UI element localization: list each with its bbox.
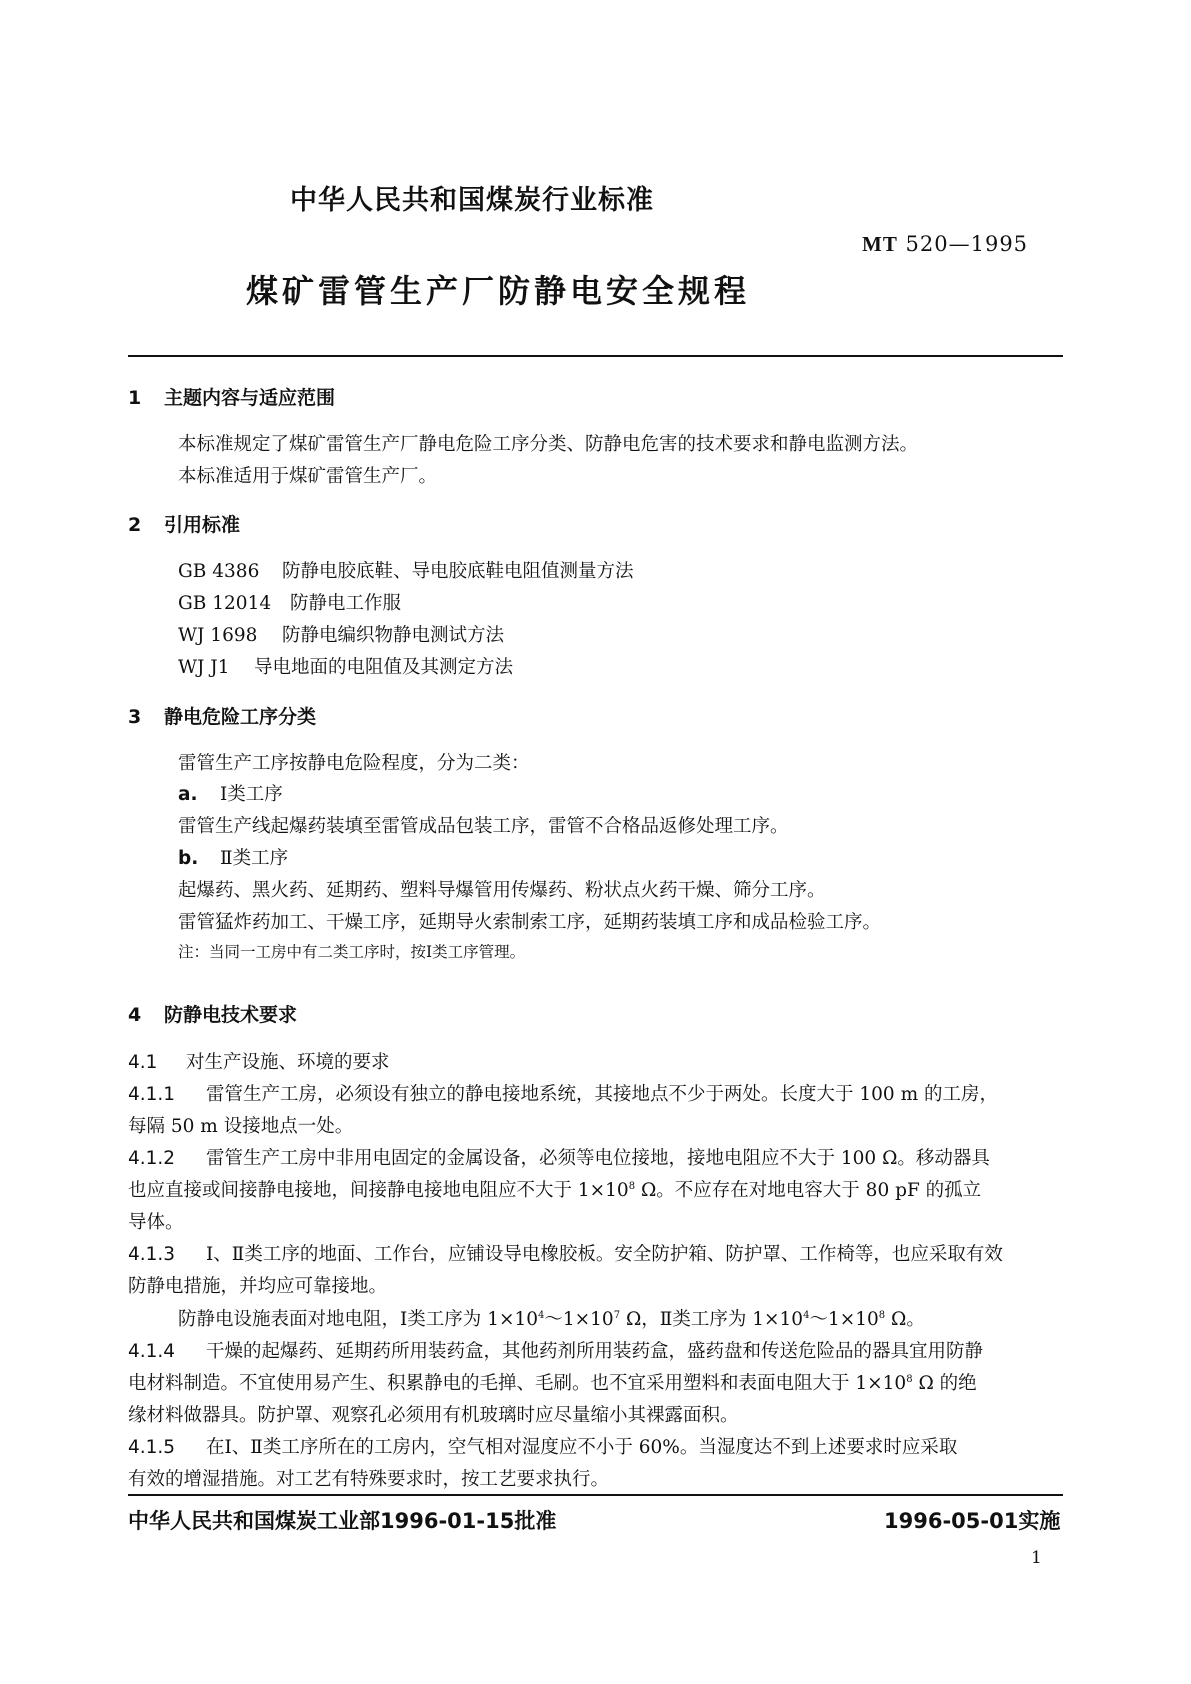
effective-date: 1996-05-01实施 [884, 1509, 1061, 1533]
header-divider [128, 355, 1063, 357]
category-b-name: Ⅱ类工序 [220, 848, 289, 869]
clause-4-1-4-line-2 [128, 1369, 977, 1395]
exponent: 8 [628, 1180, 636, 1192]
reference-item [178, 653, 513, 679]
category-a-name: Ⅰ类工序 [220, 784, 283, 805]
approval-line: 中华人民共和国煤炭工业部1996-01-15批准 [128, 1509, 557, 1533]
category-a-label: a. [178, 784, 198, 805]
clause-text: Ω。 [885, 1309, 925, 1330]
clause-text: 防静电设施表面对地电阻，Ⅰ类工序为 1×10 [178, 1309, 539, 1330]
category-b-text-2: 雷管猛炸药加工、干燥工序，延期导火索制索工序，延期药装填工序和成品检验工序。 [178, 912, 882, 933]
reference-title: 防静电编织物静电测试方法 [282, 625, 505, 646]
clause-4-1 [128, 1048, 390, 1074]
clause-4-1-3-line-1 [128, 1240, 1003, 1266]
clause-4-1-3-line-2: 防静电措施，并均应可靠接地。 [128, 1276, 388, 1297]
exponent: 4 [803, 1309, 810, 1321]
clause-title: 对生产设施、环境的要求 [186, 1052, 390, 1073]
clause-number: 4.1.4 [128, 1341, 176, 1362]
section-3-heading [128, 702, 316, 729]
exponent: 8 [878, 1309, 886, 1321]
clause-text: 雷管生产工房，必须设有独立的静电接地系统，其接地点不少于两处。长度大于 100 m 的工房， [206, 1084, 998, 1105]
document-title: 煤矿雷管生产厂防静电安全规程 [246, 272, 751, 310]
section-3-note: 注：当同一工房中有二类工序时，按Ⅰ类工序管理。 [178, 943, 526, 961]
footer-divider [128, 1494, 1063, 1496]
exponent: 8 [906, 1373, 913, 1385]
section-heading-text: 防静电技术要求 [164, 1004, 298, 1026]
exponent: 7 [613, 1309, 621, 1321]
standard-code-prefix: MT [862, 232, 898, 256]
clause-4-1-2-line-1 [128, 1144, 990, 1170]
reference-code: GB 12014 [178, 593, 272, 614]
clause-text: 雷管生产工房中非用电固定的金属设备，必须等电位接地，接地电阻应不大于 100 Ω。移动器具 [206, 1148, 990, 1169]
reference-title: 导电地面的电阻值及其测定方法 [254, 657, 514, 678]
clause-text: Ω。不应存在对地电容大于 80 pF 的孤立 [635, 1180, 982, 1201]
clause-text: 在Ⅰ、Ⅱ类工序所在的工房内，空气相对湿度应不小于 60%。当湿度达不到上述要求时应采取 [206, 1437, 958, 1458]
clause-4-1-1-line-1 [128, 1080, 998, 1106]
reference-code: WJ J1 [178, 657, 230, 678]
reference-code: GB 4386 [178, 561, 260, 582]
category-b-text-1: 起爆药、黑火药、延期药、塑料导爆管用传爆药、粉状点火药干燥、筛分工序。 [178, 880, 826, 901]
clause-4-1-2-line-3: 导体。 [128, 1212, 184, 1233]
section-4-heading [128, 1000, 297, 1027]
reference-code: WJ 1698 [178, 625, 258, 646]
category-a-text: 雷管生产线起爆药装填至雷管成品包装工序，雷管不合格品返修处理工序。 [178, 816, 789, 837]
clause-number: 4.1.2 [128, 1148, 176, 1169]
section-number: 2 [128, 514, 142, 536]
clause-text: 干燥的起爆药、延期药所用装药盒，其他药剂所用装药盒，盛药盘和传送危险品的器具宜用防静 [206, 1341, 984, 1362]
clause-text: 也应直接或间接静电接地，间接静电接地电阻应不大于 1×10 [128, 1180, 629, 1201]
reference-title: 防静电工作服 [290, 593, 402, 614]
reference-item [178, 557, 634, 583]
section-2-heading [128, 510, 240, 537]
standard-body-title: 中华人民共和国煤炭行业标准 [290, 185, 654, 216]
standard-code [862, 232, 1028, 257]
clause-number: 4.1.3 [128, 1244, 176, 1265]
clause-4-1-4-line-3: 缘材料做器具。防护罩、观察孔必须用有机玻璃时应尽量缩小其裸露面积。 [128, 1405, 739, 1426]
exponent: 4 [538, 1309, 545, 1321]
category-a-title [178, 780, 283, 806]
category-b-title [178, 844, 288, 870]
clause-number: 4.1 [128, 1052, 158, 1073]
section-heading-text: 主题内容与适应范围 [164, 387, 336, 409]
reference-item [178, 621, 504, 647]
standard-code-number: 520—1995 [905, 232, 1029, 256]
clause-4-1-5-line-1 [128, 1433, 957, 1459]
clause-text: Ω 的绝 [912, 1373, 977, 1394]
clause-4-1-5-line-2: 有效的增湿措施。对工艺有特殊要求时，按工艺要求执行。 [128, 1469, 610, 1490]
section-1-paragraph-1: 本标准规定了煤矿雷管生产厂静电危险工序分类、防静电危害的技术要求和静电监测方法。 [178, 434, 919, 455]
clause-text: ～1×10 [544, 1309, 614, 1330]
section-1-paragraph-2: 本标准适用于煤矿雷管生产厂。 [178, 466, 438, 487]
section-number: 1 [128, 387, 142, 409]
section-number: 3 [128, 706, 142, 728]
clause-4-1-2-line-2 [128, 1176, 981, 1202]
section-1-heading [128, 383, 335, 410]
section-3-intro: 雷管生产工序按静电危险程度，分为二类： [178, 753, 530, 774]
clause-number: 4.1.5 [128, 1437, 176, 1458]
clause-4-1-1-line-2: 每隔 50 m 设接地点一处。 [128, 1116, 354, 1137]
clause-text: ～1×10 [809, 1309, 879, 1330]
clause-text: Ⅰ、Ⅱ类工序的地面、工作台，应铺设导电橡胶板。安全防护箱、防护罩、工作椅等，也应采取有效 [206, 1244, 1003, 1265]
clause-4-1-3-line-3 [178, 1305, 925, 1331]
clause-4-1-4-line-1 [128, 1337, 983, 1363]
page-number: 1 [1031, 1548, 1042, 1568]
clause-number: 4.1.1 [128, 1084, 176, 1105]
clause-text: Ω，Ⅱ类工序为 1×10 [620, 1309, 804, 1330]
reference-title: 防静电胶底鞋、导电胶底鞋电阻值测量方法 [282, 561, 634, 582]
section-number: 4 [128, 1004, 142, 1026]
section-heading-text: 静电危险工序分类 [164, 706, 317, 728]
section-heading-text: 引用标准 [164, 514, 241, 536]
reference-item [178, 589, 401, 615]
category-b-label: b. [178, 848, 199, 869]
clause-text: 电材料制造。不宜使用易产生、积累静电的毛掸、毛刷。也不宜采用塑料和表面电阻大于 1×10 [128, 1373, 907, 1394]
